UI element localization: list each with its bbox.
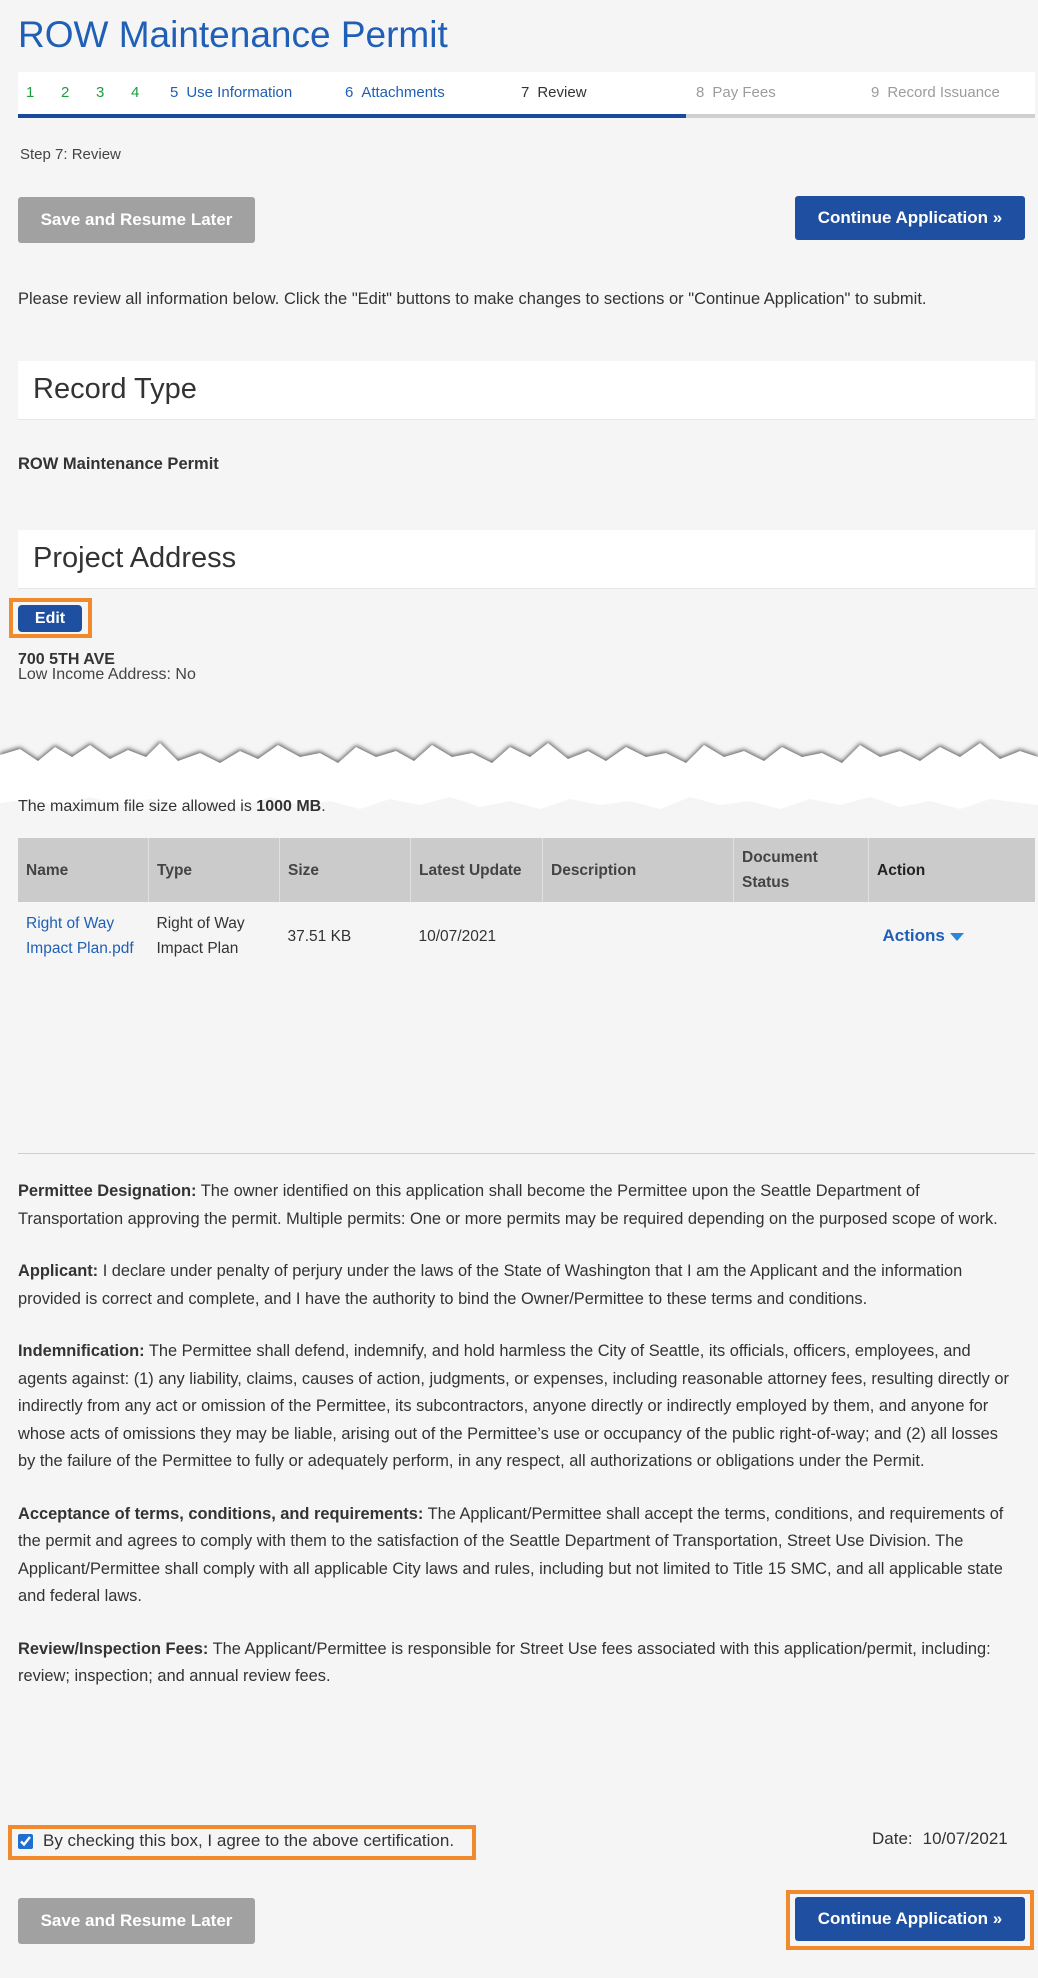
attachment-latest-update: 10/07/2021 [418, 927, 497, 945]
attachments-table [18, 838, 1035, 970]
term-review-inspection-fees [18, 1636, 1018, 1691]
project-address-section-header [18, 530, 1035, 589]
table-row [18, 902, 1035, 970]
certification-row[interactable] [18, 1831, 454, 1851]
term-permittee-designation [18, 1178, 1018, 1233]
actions-label: Actions [882, 926, 945, 945]
max-size-value: 1000 MB [256, 798, 322, 815]
progress-bar-remaining [686, 114, 1035, 118]
term-title: Permittee Designation: [18, 1182, 197, 1200]
term-acceptance [18, 1501, 1018, 1611]
save-resume-later-button[interactable]: Save and Resume Later [18, 197, 255, 243]
step-6-number: 6 [345, 84, 354, 101]
record-type-section-header [18, 361, 1035, 420]
date-label: Date: [872, 1829, 913, 1848]
record-type-value: ROW Maintenance Permit [18, 455, 219, 473]
progress-bar-complete [18, 114, 686, 118]
step-1[interactable] [26, 84, 42, 101]
step-7-label: Review [537, 84, 587, 101]
attachment-size: 37.51 KB [287, 927, 352, 945]
step-6-label: Attachments [361, 84, 445, 101]
continue-application-button-bottom[interactable]: Continue Application » [795, 1897, 1025, 1941]
step-9-record-issuance [871, 84, 1000, 101]
col-size[interactable]: Size [280, 838, 411, 902]
term-text: The Applicant/Permittee is responsible for Street Use fees associated with this application/permit, including: review; inspection; and annual review fees. [18, 1639, 991, 1685]
step-2[interactable] [61, 84, 77, 101]
certification-terms [18, 1178, 1018, 1716]
page-title: ROW Maintenance Permit [18, 14, 448, 55]
col-latest-update[interactable]: Latest Update [411, 838, 543, 902]
caret-down-icon [950, 933, 964, 941]
col-type[interactable]: Type [149, 838, 280, 902]
certification-checkbox[interactable] [18, 1834, 33, 1849]
step-2-number: 2 [61, 84, 70, 101]
step-4[interactable] [131, 84, 147, 101]
term-text: The owner identified on this application shall become the Permittee upon the Seattle Department of Transportation approving the permit. Multiple permits: One or more permits may be required depending on the purposed scope of work. [18, 1182, 998, 1228]
date-value: 10/07/2021 [922, 1829, 1008, 1848]
term-title: Indemnification: [18, 1342, 145, 1360]
step-caption: Step 7: Review [20, 146, 121, 163]
term-title: Acceptance of terms, conditions, and requirements: [18, 1504, 424, 1523]
attachment-file-link[interactable]: Right of Way Impact Plan.pdf [26, 915, 134, 957]
term-title: Applicant: [18, 1262, 99, 1280]
actions-dropdown[interactable] [883, 926, 964, 945]
certification-date [872, 1829, 1008, 1849]
step-8-number: 8 [696, 84, 705, 101]
col-name[interactable]: Name [18, 838, 149, 902]
project-address-heading: Project Address [33, 542, 237, 574]
step-9-number: 9 [871, 84, 880, 101]
step-8-label: Pay Fees [712, 84, 776, 101]
step-3[interactable] [96, 84, 112, 101]
term-text: The Permittee shall defend, indemnify, and hold harmless the City of Seattle, its officials, officers, employees, and agents against: (1) any liability, claims, causes of action, judgments, or expenses, including reasonable attorney fees, resulting directly or indirectly from any act or omission of the Permittee, its subcontractors, anyone directly or indirectly employed by them, and anyone for whose acts of omissions they may be liable, arising out of the Permittee’s use or occupancy of the public right-of-way; and (2) all losses by the failure of the Permittee to fully or adequately perform, in any respect, all authorizations or obligations under the Permit. [18, 1342, 1009, 1470]
address-line: 700 5TH AVE [18, 651, 115, 668]
col-action: Action [869, 838, 1036, 902]
record-type-heading: Record Type [33, 373, 197, 405]
attachment-description [543, 902, 734, 970]
step-5-number: 5 [170, 84, 179, 101]
section-divider [18, 1153, 1035, 1154]
step-4-number: 4 [131, 84, 140, 101]
certification-label: By checking this box, I agree to the above certification. [43, 1831, 455, 1850]
edit-project-address-button[interactable]: Edit [18, 605, 82, 632]
step-6-attachments[interactable] [345, 84, 445, 101]
term-text: The Applicant/Permittee shall accept the terms, conditions, and requirements of the permit and agrees to comply with them to the satisfaction of the Seattle Department of Transportation, Street Use Division. The Applicant/Permittee shall comply with all applicable City laws and rules, including but not limited to Title 15 SMC, and all applicable state and federal laws. [18, 1504, 1004, 1605]
step-progress [18, 72, 1035, 118]
step-5-use-information[interactable] [170, 84, 292, 101]
term-title: Review/Inspection Fees: [18, 1639, 209, 1658]
step-5-label: Use Information [186, 84, 293, 101]
step-7-number: 7 [521, 84, 530, 101]
term-indemnification [18, 1338, 1018, 1476]
save-resume-later-button-bottom[interactable]: Save and Resume Later [18, 1898, 255, 1944]
table-header-row [18, 838, 1035, 902]
step-9-label: Record Issuance [887, 84, 1000, 101]
col-document-status[interactable]: Document Status [734, 838, 869, 902]
step-3-number: 3 [96, 84, 105, 101]
low-income-address: Low Income Address: No [18, 666, 196, 683]
attachment-type: Right of Way Impact Plan [156, 915, 245, 957]
attachment-document-status [734, 902, 869, 970]
max-size-prefix: The maximum file size allowed is [18, 798, 257, 815]
step-7-review [521, 84, 587, 101]
col-description[interactable]: Description [543, 838, 734, 902]
term-applicant [18, 1258, 1018, 1313]
max-size-suffix: . [321, 798, 326, 815]
review-instructions: Please review all information below. Click the "Edit" buttons to make changes to sections or "Continue Application" to submit. [18, 290, 927, 308]
term-text: I declare under penalty of perjury under the laws of the State of Washington that I am the Applicant and the information provided is correct and complete, and I have the authority to bind the Owner/Permittee to these terms and conditions. [18, 1262, 963, 1308]
max-file-size-note [18, 798, 326, 816]
step-8-pay-fees [696, 84, 776, 101]
continue-application-button[interactable]: Continue Application » [795, 196, 1025, 240]
step-1-number: 1 [26, 84, 35, 101]
